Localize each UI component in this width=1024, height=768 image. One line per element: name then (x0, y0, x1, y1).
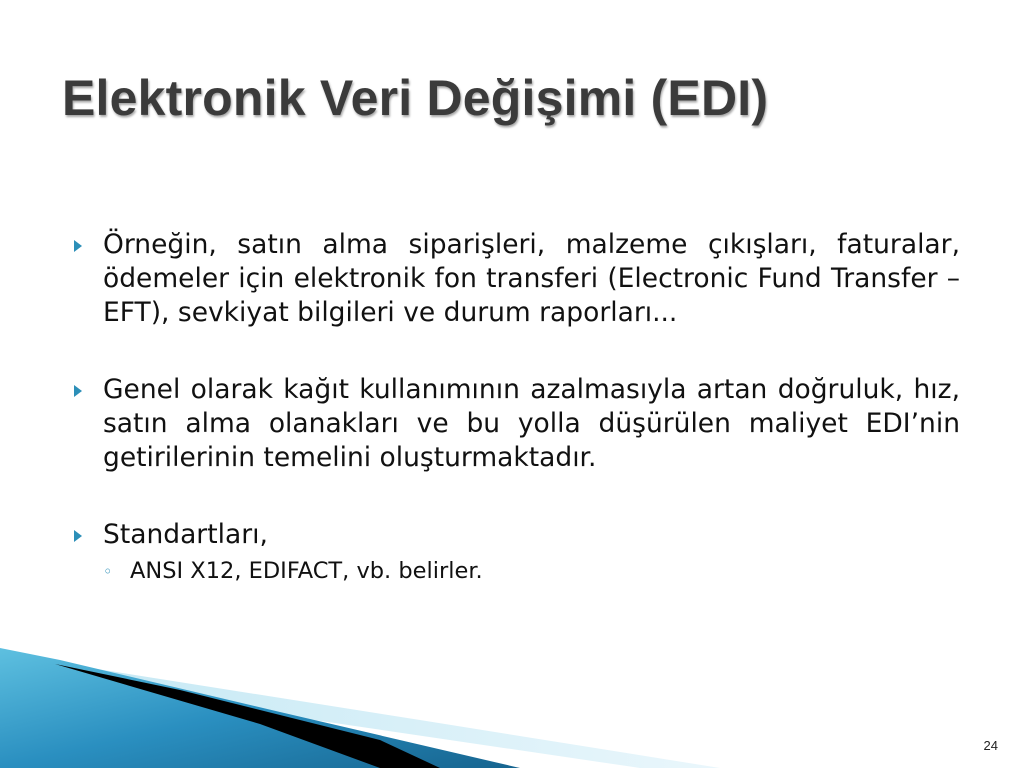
sub-bullet-item (103, 556, 960, 586)
triangle-right-icon (74, 240, 82, 252)
hollow-circle-icon: ◦ (103, 562, 113, 581)
slide-title: Elektronik Veri Değişimi (EDI) (62, 70, 769, 126)
bullet-text: Genel olarak kağıt kullanımının azalmasıyla artan doğruluk, hız, satın alma olanakları ve bu yolla düşürülen maliyet EDI’nin getirilerinin temelini oluşturmaktadır. (103, 374, 960, 473)
page-number: 24 (983, 738, 998, 753)
bullet-list (72, 228, 960, 586)
bullet-item (72, 228, 960, 330)
bullet-item (72, 373, 960, 475)
bullet-text: Örneğin, satın alma siparişleri, malzeme çıkışları, faturalar, ödemeler için elektronik fon transferi (Electronic Fund Transfer – EFT), sevkiyat bilgileri ve durum raporları... (103, 229, 960, 328)
bullet-text: Standartları, (103, 519, 268, 550)
decor-blue-swoosh (0, 648, 520, 768)
sub-bullet-text: ANSI X12, EDIFACT, vb. belirler. (130, 558, 483, 584)
triangle-right-icon (74, 530, 82, 542)
bullet-item (72, 518, 960, 552)
triangle-right-icon (74, 385, 82, 397)
